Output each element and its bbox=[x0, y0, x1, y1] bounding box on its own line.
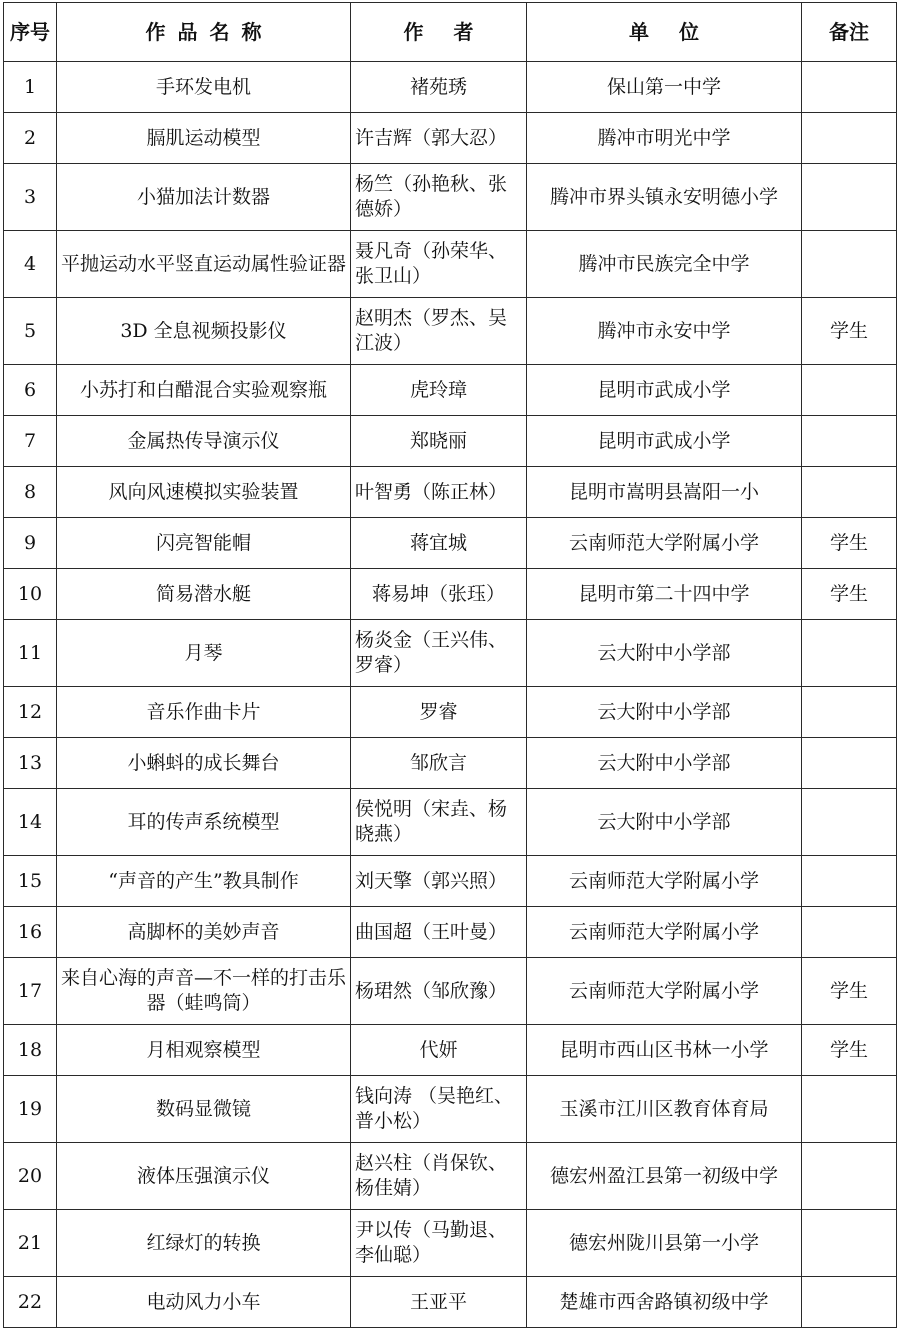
table-row bbox=[4, 231, 897, 298]
cell-unit: 云南师范大学附属小学 bbox=[527, 907, 802, 958]
cell-note: 学生 bbox=[802, 518, 897, 569]
cell-no: 5 bbox=[4, 298, 57, 365]
cell-no: 16 bbox=[4, 907, 57, 958]
cell-author: 罗睿 bbox=[351, 687, 527, 738]
cell-unit: 云大附中小学部 bbox=[527, 687, 802, 738]
cell-note bbox=[802, 738, 897, 789]
cell-name: 高脚杯的美妙声音 bbox=[57, 907, 351, 958]
cell-note: 学生 bbox=[802, 958, 897, 1025]
cell-author: 虎玲璋 bbox=[351, 365, 527, 416]
cell-unit: 德宏州陇川县第一小学 bbox=[527, 1210, 802, 1277]
table-row bbox=[4, 738, 897, 789]
header-author-text: 作者 bbox=[403, 19, 504, 44]
table-row bbox=[4, 687, 897, 738]
cell-no: 6 bbox=[4, 365, 57, 416]
cell-unit: 云南师范大学附属小学 bbox=[527, 958, 802, 1025]
cell-note: 学生 bbox=[802, 298, 897, 365]
cell-note bbox=[802, 1277, 897, 1328]
header-unit-text: 单位 bbox=[629, 19, 729, 44]
cell-unit: 云大附中小学部 bbox=[527, 620, 802, 687]
cell-note bbox=[802, 1143, 897, 1210]
cell-no: 9 bbox=[4, 518, 57, 569]
cell-name: 膈肌运动模型 bbox=[57, 113, 351, 164]
cell-unit: 腾冲市界头镇永安明德小学 bbox=[527, 164, 802, 231]
cell-unit: 保山第一中学 bbox=[527, 62, 802, 113]
cell-unit: 昆明市武成小学 bbox=[527, 416, 802, 467]
cell-no: 13 bbox=[4, 738, 57, 789]
cell-no: 12 bbox=[4, 687, 57, 738]
cell-author: 侯悦明（宋垚、杨晓燕） bbox=[351, 789, 527, 856]
cell-author: 代妍 bbox=[351, 1025, 527, 1076]
cell-no: 19 bbox=[4, 1076, 57, 1143]
cell-name: 小蝌蚪的成长舞台 bbox=[57, 738, 351, 789]
cell-author: 杨竺（孙艳秋、张德娇） bbox=[351, 164, 527, 231]
cell-note bbox=[802, 687, 897, 738]
cell-no: 3 bbox=[4, 164, 57, 231]
cell-note bbox=[802, 62, 897, 113]
cell-no: 4 bbox=[4, 231, 57, 298]
table-row bbox=[4, 856, 897, 907]
cell-note bbox=[802, 467, 897, 518]
table-row bbox=[4, 298, 897, 365]
cell-unit: 楚雄市西舍路镇初级中学 bbox=[527, 1277, 802, 1328]
header-author bbox=[351, 3, 527, 62]
table-row bbox=[4, 1076, 897, 1143]
cell-note: 学生 bbox=[802, 1025, 897, 1076]
cell-author: 尹以传（马勤退、李仙聪） bbox=[351, 1210, 527, 1277]
cell-unit: 腾冲市民族完全中学 bbox=[527, 231, 802, 298]
cell-unit: 玉溪市江川区教育体育局 bbox=[527, 1076, 802, 1143]
cell-name: 风向风速模拟实验装置 bbox=[57, 467, 351, 518]
cell-unit: 昆明市武成小学 bbox=[527, 365, 802, 416]
table-row bbox=[4, 62, 897, 113]
cell-no: 7 bbox=[4, 416, 57, 467]
cell-note bbox=[802, 416, 897, 467]
table-row bbox=[4, 958, 897, 1025]
table-row bbox=[4, 416, 897, 467]
cell-name: 手环发电机 bbox=[57, 62, 351, 113]
cell-name: 简易潜水艇 bbox=[57, 569, 351, 620]
cell-name: 月相观察模型 bbox=[57, 1025, 351, 1076]
cell-no: 14 bbox=[4, 789, 57, 856]
cell-name: 3D 全息视频投影仪 bbox=[57, 298, 351, 365]
table-row bbox=[4, 164, 897, 231]
cell-name: 数码显微镜 bbox=[57, 1076, 351, 1143]
cell-unit: 昆明市西山区书林一小学 bbox=[527, 1025, 802, 1076]
cell-no: 11 bbox=[4, 620, 57, 687]
cell-author: 邹欣言 bbox=[351, 738, 527, 789]
cell-author: 赵兴柱（肖保钦、杨佳婧） bbox=[351, 1143, 527, 1210]
cell-note: 学生 bbox=[802, 569, 897, 620]
header-no: 序号 bbox=[4, 3, 57, 62]
cell-name: 耳的传声系统模型 bbox=[57, 789, 351, 856]
cell-name: 平抛运动水平竖直运动属性验证器 bbox=[57, 231, 351, 298]
cell-unit: 云大附中小学部 bbox=[527, 738, 802, 789]
cell-no: 17 bbox=[4, 958, 57, 1025]
table-row bbox=[4, 569, 897, 620]
cell-note bbox=[802, 856, 897, 907]
cell-no: 15 bbox=[4, 856, 57, 907]
cell-unit: 昆明市第二十四中学 bbox=[527, 569, 802, 620]
cell-name: 液体压强演示仪 bbox=[57, 1143, 351, 1210]
cell-author: 钱向涛 （吴艳红、普小松） bbox=[351, 1076, 527, 1143]
cell-author: 杨珺然（邹欣豫） bbox=[351, 958, 527, 1025]
table-row bbox=[4, 113, 897, 164]
works-table bbox=[3, 2, 897, 1328]
table-row bbox=[4, 365, 897, 416]
cell-no: 10 bbox=[4, 569, 57, 620]
cell-name: 闪亮智能帽 bbox=[57, 518, 351, 569]
cell-unit: 腾冲市明光中学 bbox=[527, 113, 802, 164]
table-row bbox=[4, 467, 897, 518]
cell-author: 许吉辉（郭大忍） bbox=[351, 113, 527, 164]
cell-author: 褚苑琇 bbox=[351, 62, 527, 113]
cell-unit: 腾冲市永安中学 bbox=[527, 298, 802, 365]
table-wrapper bbox=[3, 2, 897, 1328]
table-row bbox=[4, 1143, 897, 1210]
header-unit bbox=[527, 3, 802, 62]
cell-name: 金属热传导演示仪 bbox=[57, 416, 351, 467]
cell-unit: 云大附中小学部 bbox=[527, 789, 802, 856]
cell-author: 郑晓丽 bbox=[351, 416, 527, 467]
cell-no: 1 bbox=[4, 62, 57, 113]
cell-name: 小苏打和白醋混合实验观察瓶 bbox=[57, 365, 351, 416]
cell-unit: 昆明市嵩明县嵩阳一小 bbox=[527, 467, 802, 518]
cell-note bbox=[802, 164, 897, 231]
cell-note bbox=[802, 907, 897, 958]
table-row bbox=[4, 518, 897, 569]
cell-author: 蒋易坤（张珏） bbox=[351, 569, 527, 620]
cell-name: 月琴 bbox=[57, 620, 351, 687]
cell-name: 电动风力小车 bbox=[57, 1277, 351, 1328]
table-row bbox=[4, 789, 897, 856]
cell-note bbox=[802, 1076, 897, 1143]
cell-no: 21 bbox=[4, 1210, 57, 1277]
cell-author: 赵明杰（罗杰、吴江波） bbox=[351, 298, 527, 365]
cell-no: 18 bbox=[4, 1025, 57, 1076]
table-row bbox=[4, 620, 897, 687]
cell-author: 王亚平 bbox=[351, 1277, 527, 1328]
table-row bbox=[4, 1210, 897, 1277]
cell-name: 红绿灯的转换 bbox=[57, 1210, 351, 1277]
cell-note bbox=[802, 113, 897, 164]
cell-name: 来自心海的声音—不一样的打击乐器（蛙鸣筒） bbox=[57, 958, 351, 1025]
cell-author: 叶智勇（陈正林） bbox=[351, 467, 527, 518]
cell-author: 聂凡奇（孙荣华、张卫山） bbox=[351, 231, 527, 298]
cell-note bbox=[802, 231, 897, 298]
header-row bbox=[4, 3, 897, 62]
cell-no: 22 bbox=[4, 1277, 57, 1328]
cell-unit: 云南师范大学附属小学 bbox=[527, 856, 802, 907]
cell-author: 刘天擎（郭兴照） bbox=[351, 856, 527, 907]
cell-note bbox=[802, 1210, 897, 1277]
table-body bbox=[4, 62, 897, 1328]
table-row bbox=[4, 1025, 897, 1076]
table-row bbox=[4, 1277, 897, 1328]
cell-no: 8 bbox=[4, 467, 57, 518]
cell-name: 音乐作曲卡片 bbox=[57, 687, 351, 738]
cell-no: 2 bbox=[4, 113, 57, 164]
cell-note bbox=[802, 365, 897, 416]
cell-name: 小猫加法计数器 bbox=[57, 164, 351, 231]
cell-no: 20 bbox=[4, 1143, 57, 1210]
cell-unit: 德宏州盈江县第一初级中学 bbox=[527, 1143, 802, 1210]
cell-author: 蒋宜城 bbox=[351, 518, 527, 569]
cell-author: 杨炎金（王兴伟、罗睿） bbox=[351, 620, 527, 687]
cell-name: “声音的产生”教具制作 bbox=[57, 856, 351, 907]
cell-note bbox=[802, 789, 897, 856]
header-name-text: 作品名称 bbox=[145, 19, 274, 44]
cell-note bbox=[802, 620, 897, 687]
header-name bbox=[57, 3, 351, 62]
header-note: 备注 bbox=[802, 3, 897, 62]
cell-unit: 云南师范大学附属小学 bbox=[527, 518, 802, 569]
cell-author: 曲国超（王叶曼） bbox=[351, 907, 527, 958]
table-row bbox=[4, 907, 897, 958]
